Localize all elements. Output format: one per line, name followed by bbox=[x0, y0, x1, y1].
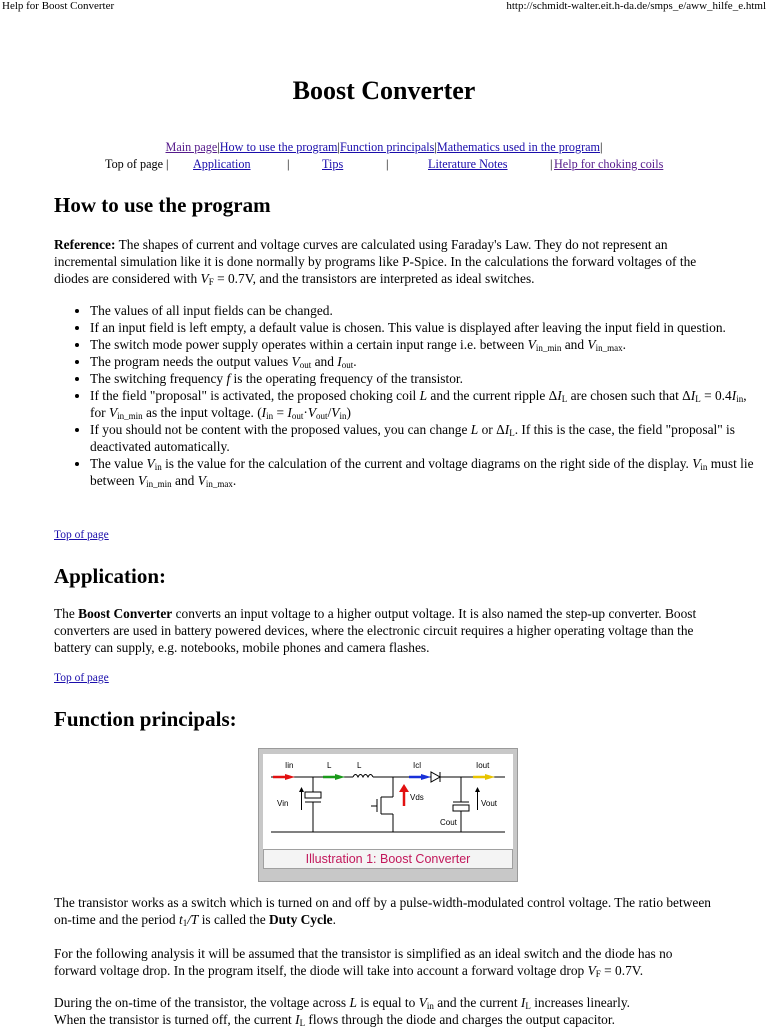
list-item: • The values of all input fields can be changed. bbox=[90, 302, 755, 319]
heading-how-to-use: How to use the program bbox=[54, 193, 271, 217]
list-item: • If you should not be content with the proposed values, you can change L or $\Delta I_L$. If this is the case, the field "proposal" is deactivated automatically. bbox=[90, 421, 755, 455]
nav-literature-notes[interactable]: Literature Notes bbox=[428, 157, 508, 171]
top-of-page-link[interactable]: Top of page bbox=[54, 672, 109, 684]
nav-function-principals[interactable]: Function principals bbox=[339, 140, 435, 154]
duty-cycle-paragraph: The transistor works as a switch which is turned on and off by a pulse-width-modulated control voltage. The ratio between on-time and the period $t_1/T$ is called the Duty Cycle. bbox=[54, 895, 711, 928]
label-vin: Vin bbox=[277, 799, 289, 808]
list-item: • If the field "proposal" is activated, the proposed choking coil L and the current ripple $\Delta I_L$ are chosen such that $\Delta I_L = 0.4I_{in}$, for $V_{in\_min}$ as the input voltage. $(I_{in} = I_{out}\cdot V_{out}/V_{in})$ bbox=[90, 387, 755, 421]
list-item: • If an input field is left empty, a default value is chosen. This value is displayed after leaving the input field in question. bbox=[90, 319, 755, 336]
usage-list bbox=[54, 302, 755, 489]
print-header bbox=[0, 0, 768, 14]
label-cout: Cout bbox=[440, 818, 457, 827]
page-title: Boost Converter bbox=[292, 76, 476, 105]
nav-tips[interactable]: Tips bbox=[322, 157, 344, 171]
heading-function-principals: Function principals: bbox=[54, 707, 237, 731]
nav-help-choking-coils[interactable]: Help for choking coils bbox=[554, 157, 664, 171]
label-L: L bbox=[357, 761, 362, 770]
top-of-page-link[interactable]: Top of page bbox=[54, 529, 109, 541]
list-item: • The switching frequency f is the operating frequency of the transistor. bbox=[90, 370, 755, 387]
list-item: • The switch mode power supply operates within a certain input range i.e. between $V_{in\_min}$ and $V_{in\_max}$. bbox=[90, 336, 755, 353]
ideal-switch-paragraph: For the following analysis it will be assumed that the transistor is simplified as an ideal switch and the diode has no forward voltage drop. In the program itself, the diode will take into account a forward voltage drop $V_F = 0.7V$. bbox=[54, 946, 673, 979]
boost-converter-figure bbox=[258, 748, 518, 882]
figure-caption: Illustration 1: Boost Converter bbox=[263, 849, 513, 869]
label-L-green: L bbox=[327, 761, 332, 770]
nav-how-to-use[interactable]: How to use the program bbox=[219, 140, 338, 154]
nav-row-1: Main page|How to use the program|Function principals|Mathematics used in the program| bbox=[165, 140, 603, 154]
nav-application[interactable]: Application bbox=[193, 157, 251, 171]
label-vout: Vout bbox=[481, 799, 498, 808]
on-time-paragraph: During the on-time of the transistor, the voltage across L is equal to $V_{in}$ and the current $I_L$ increases linearly. When the transistor is turned off, the current $I_L$ flows through the diode and charges the output capacitor. bbox=[54, 995, 631, 1028]
application-paragraph: The Boost Converter converts an input voltage to a higher output voltage. It is also named the step-up converter. Boost converters are used in battery powered devices, where the electronic circuit requires a higher operating voltage than the battery can supply, e.g. notebooks, mobile phones and camera flashes. bbox=[54, 606, 697, 655]
label-vds: Vds bbox=[410, 793, 424, 802]
nav-main-page[interactable]: Main page bbox=[165, 140, 218, 154]
label-icl: Icl bbox=[413, 761, 421, 770]
boost-converter-schematic bbox=[263, 754, 513, 849]
nav-mathematics[interactable]: Mathematics used in the program bbox=[436, 140, 601, 154]
heading-application: Application: bbox=[54, 564, 167, 588]
reference-paragraph: Reference: The shapes of current and voltage curves are calculated using Faraday's Law. They do not represent an incremental simulation like it is done normally by programs like P-Spice. In the calculations the forward voltages of the diodes are considered with $V_F = 0.7V$, and the transistors are interpreted as ideal switches. bbox=[54, 237, 697, 287]
label-iin: Iin bbox=[285, 761, 294, 770]
print-header-title: Help for Boost Converter bbox=[2, 0, 115, 12]
print-header-url: http://schmidt-walter.eit.h-da.de/smps_e/aww_hilfe_e.html bbox=[506, 0, 766, 12]
list-item: • The program needs the output values $V_{out}$ and $I_{out}$. bbox=[90, 353, 755, 370]
label-iout: Iout bbox=[476, 761, 490, 770]
reference-label: Reference: bbox=[54, 237, 116, 252]
list-item: • The value $V_{in}$ is the value for the calculation of the current and voltage diagrams on the right side of the display. $V_{in}$ must lie between $V_{in\_min}$ and $V_{in\_max}$. bbox=[90, 455, 755, 489]
nav-top-of-page: Top of page bbox=[105, 157, 164, 171]
